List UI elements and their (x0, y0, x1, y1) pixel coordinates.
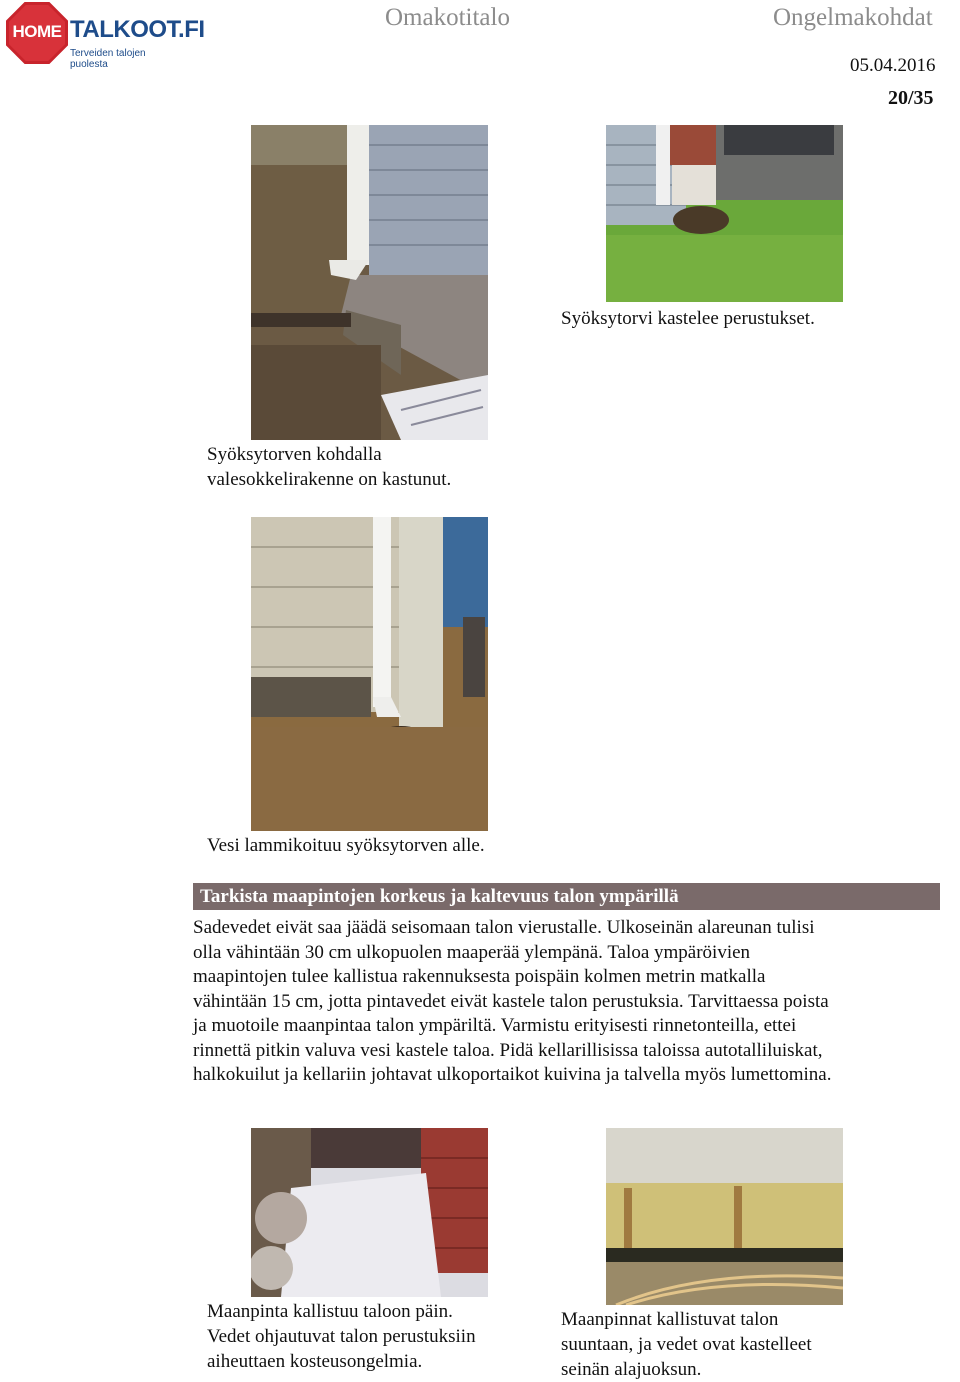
caption-wall-wetted (561, 1307, 812, 1382)
page-number: 20/35 (888, 87, 934, 109)
hometalkoot-logo (6, 2, 205, 70)
caption-line: valesokkelirakenne on kastunut. (207, 469, 452, 490)
paragraph-line: maapintojen tulee kallistua rakennuksesta poispäin kolmen metrin matkalla (193, 966, 766, 987)
logo-tagline: Terveiden talojen puolesta (70, 48, 146, 70)
paragraph-line: olla vähintään 30 cm ulkopuolen maaperää ylempänä. Taloa ympäröivien (193, 941, 751, 963)
header-section-left: Omakotitalo (385, 4, 510, 31)
caption-line: suuntaan, ja vedet ovat kastelleet (561, 1334, 812, 1355)
photo-snow-slope (251, 1128, 488, 1297)
caption-line: seinän alajuoksun. (561, 1359, 702, 1380)
caption-plinth-wet (207, 442, 451, 492)
paragraph-line: vähintään 15 cm, jotta pintavedet eivät kastele talon perustuksia. Tarvittaessa poista (193, 990, 829, 1012)
section-heading: Tarkista maapintojen korkeus ja kaltevuus talon ympärillä (193, 883, 940, 910)
logo-badge: HOME (12, 22, 62, 41)
photo-crawlspace-insulation (606, 1128, 843, 1305)
photo-downspout-grass (606, 125, 843, 302)
paragraph-line: halkokuilut ja kellariin johtavat ulkoportaikot kuivina ja talvella myös lumettomina. (193, 1064, 832, 1085)
header-section-right: Ongelmakohdat (773, 4, 933, 31)
caption-line: Maanpinnat kallistuvat talon (561, 1309, 779, 1330)
caption-line: aiheuttaen kosteusongelmia. (207, 1351, 423, 1372)
caption-downspout-foundation: Syöksytorvi kastelee perustukset. (561, 308, 815, 329)
caption-line: Maanpinta kallistuu taloon päin. (207, 1301, 453, 1322)
photo-downspout-puddle (251, 517, 488, 831)
caption-line: Vedet ohjautuvat talon perustuksiin (207, 1326, 476, 1347)
stop-sign-icon (6, 2, 68, 64)
caption-slope-toward-house (207, 1299, 476, 1374)
document-date: 05.04.2016 (850, 55, 936, 76)
paragraph-line: rinnettä pitkin valuva vesi kastele taloa. Pidä kellarillisissa taloissa autotalliluiskat, (193, 1039, 823, 1061)
caption-line: Syöksytorven kohdalla (207, 444, 382, 465)
paragraph-line: Sadevedet eivät saa jäädä seisomaan talon vierustalle. Ulkoseinän alareunan tulisi (193, 917, 815, 938)
logo-wordmark: TALKOOT.FI (70, 16, 205, 43)
caption-puddle: Vesi lammikoituu syöksytorven alle. (207, 835, 485, 856)
photo-downspout-plinth (251, 125, 488, 440)
paragraph-line: ja muotoile maanpintaa talon ympäriltä. Varmistu erityisesti rinnetonteilla, ettei (193, 1015, 797, 1036)
section-paragraph (193, 916, 938, 1088)
